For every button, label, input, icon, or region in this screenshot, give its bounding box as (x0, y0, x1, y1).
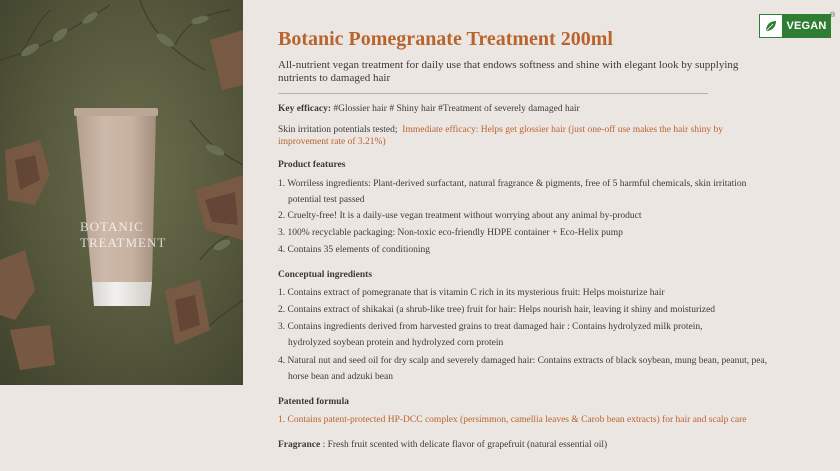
key-efficacy (278, 103, 580, 115)
list-item: hydrolyzed soybean protein and hydrolyzed corn protein (288, 338, 504, 348)
list-item: 2. Contains extract of shikakai (a shrub-like tree) fruit for hair: Helps nourish hair, leaving it shiny and moisturized (278, 305, 716, 315)
list-item: 1. Contains extract of pomegranate that is vitamin C rich in its mysterious fruit: Helps moisturize hair (278, 288, 665, 298)
list-item: 4. Contains 35 elements of conditioning (278, 245, 430, 255)
immediate-efficacy: Immediate efficacy: Helps get glossier hair (just one-off use makes the hair shiny by (402, 125, 723, 135)
list-item: 4. Natural nut and seed oil for dry scalp and severely damaged hair: Contains extracts of black soybean, mung bean, peanut, pea, (278, 356, 768, 366)
fragrance-line (278, 439, 607, 451)
list-item: horse bean and adzuki bean (288, 372, 393, 382)
fragrance-label: Fragrance (278, 440, 321, 450)
page-title: Botanic Pomegranate Treatment 200ml (278, 28, 613, 50)
list-item: 2. Cruelty-free! It is a daily-use vegan treatment without worrying about any animal by-product (278, 211, 642, 221)
vegan-badge-label: VEGAN (783, 15, 830, 37)
leaf-icon (760, 15, 783, 37)
skin-test-line (278, 124, 723, 136)
key-efficacy-value: #Glossier hair # Shiny hair #Treatment of severely damaged hair (331, 104, 580, 114)
product-intro: All-nutrient vegan treatment for daily use that endows softness and shine with elegant look by supplying nutrients to damaged hair (278, 59, 739, 84)
list-item: 3. Contains ingredients derived from harvested grains to treat damaged hair : Contains hydrolyzed milk protein, (278, 322, 703, 332)
list-item: 1. Worriless ingredients: Plant-derived surfactant, natural fragrance & pigments, free of 5 harmful chemicals, skin irritation (278, 179, 747, 189)
product-illustration (0, 0, 243, 385)
vegan-badge (759, 14, 831, 38)
product-features-heading: Product features (278, 160, 346, 170)
list-item: 3. 100% recyclable packaging: Non-toxic eco-friendly HDPE container + Eco-Helix pump (278, 228, 623, 238)
registered-mark: ® (830, 12, 836, 19)
patented-formula-heading: Patented formula (278, 397, 349, 407)
fragrance-value: : Fresh fruit scented with delicate flavor of grapefruit (natural essential oil) (320, 440, 608, 450)
list-item: potential test passed (288, 195, 365, 205)
tube-label-line2: TREATMENT (80, 235, 167, 250)
immediate-efficacy-cont: improvement rate of 3.21%) (278, 137, 386, 147)
key-efficacy-label: Key efficacy: (278, 104, 332, 114)
list-item: 1. Contains patent-protected HP-DCC complex (persimmon, camellia leaves & Carob bean extracts) for hair and scalp care (278, 415, 747, 425)
product-photo (0, 0, 243, 385)
tube-label-line1: BOTANIC (80, 219, 144, 234)
divider (278, 93, 708, 94)
skin-test-text: Skin irritation potentials tested; (278, 125, 398, 135)
conceptual-ingredients-heading: Conceptual ingredients (278, 270, 373, 280)
